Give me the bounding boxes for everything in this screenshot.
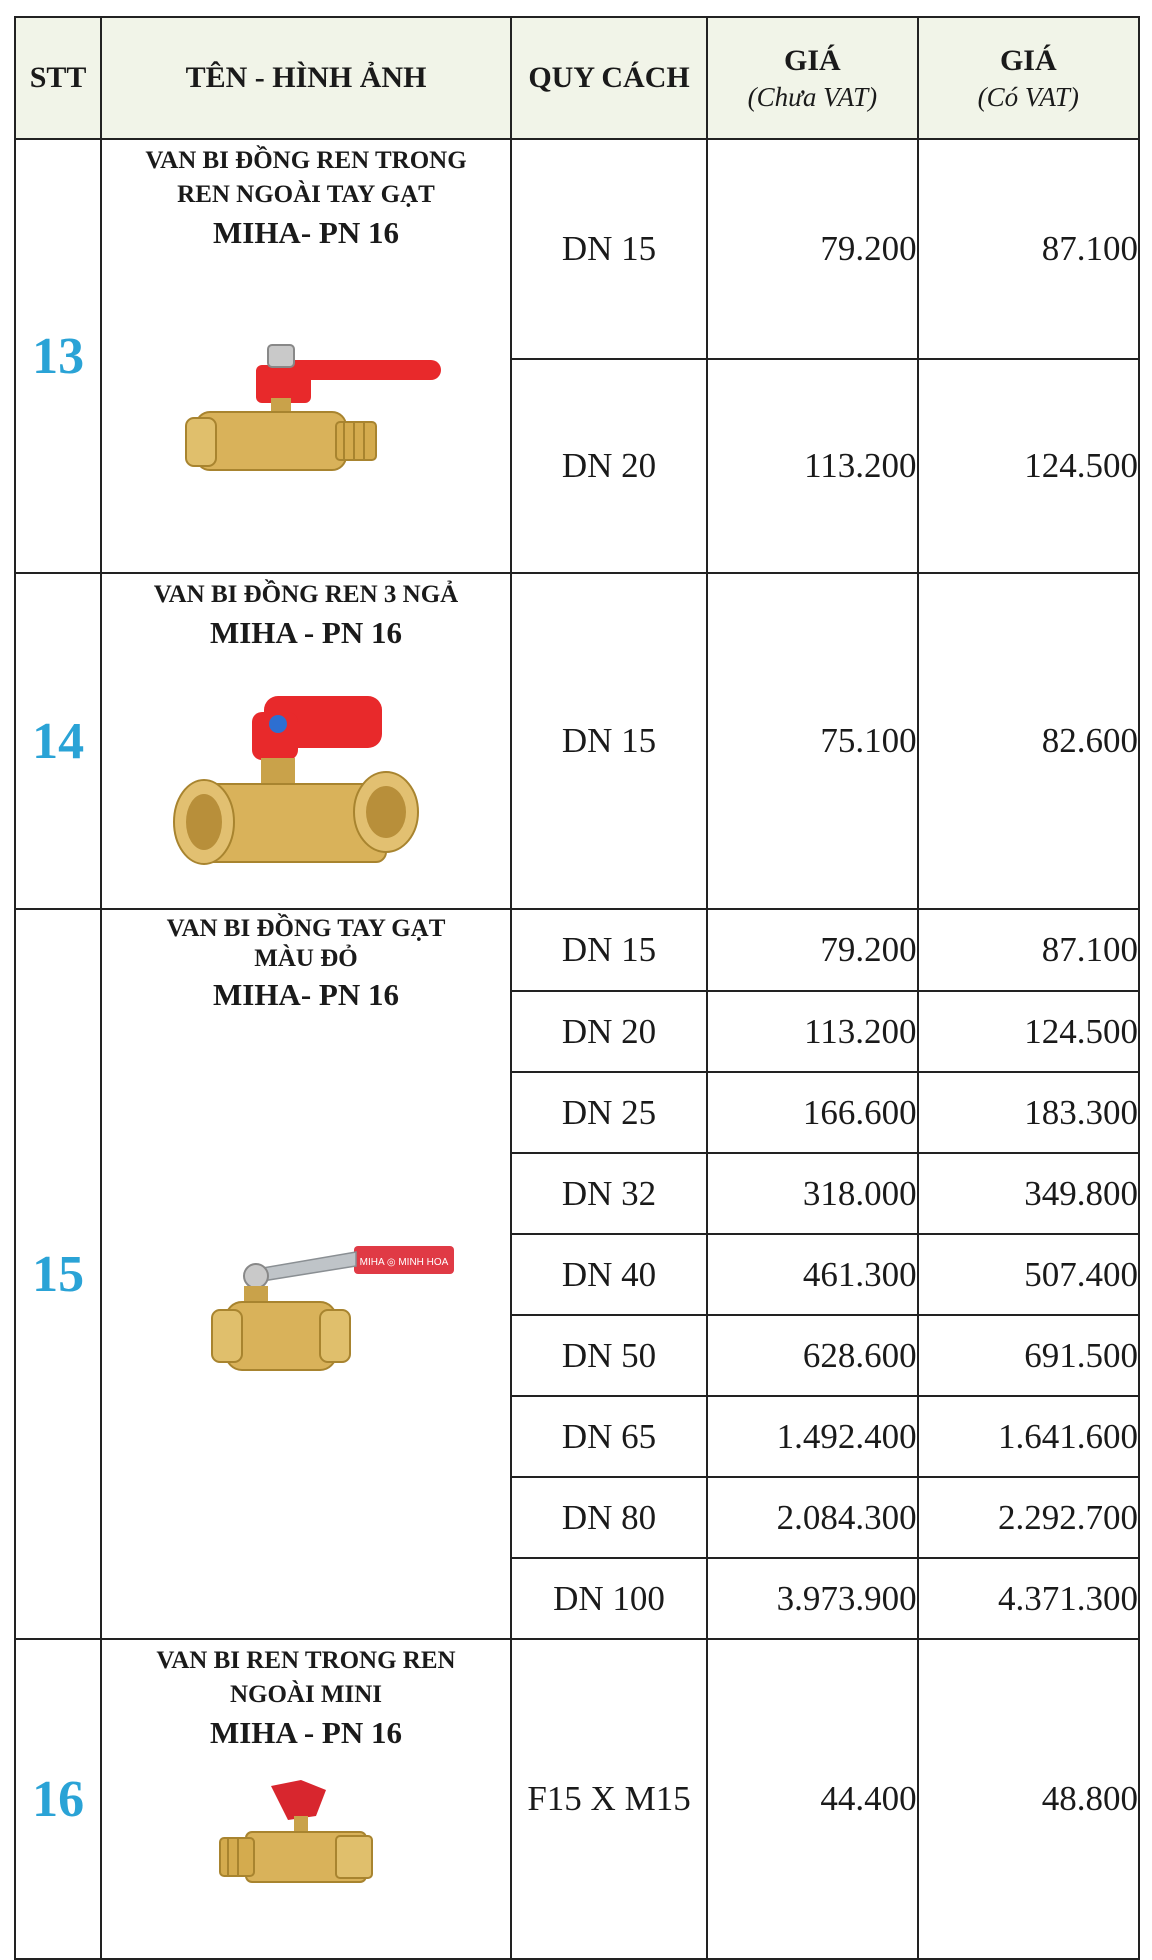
spec-cell: DN 25: [511, 1072, 707, 1153]
price-inc-vat: 691.500: [918, 1315, 1139, 1396]
table-row: [15, 573, 1139, 909]
spec-cell: DN 65: [511, 1396, 707, 1477]
product-name-cell: [101, 573, 511, 909]
spec-cell: F15 X M15: [511, 1639, 707, 1959]
spec-cell: DN 15: [511, 573, 707, 909]
product-brand: MIHA- PN 16: [213, 977, 399, 1012]
price-ex-vat: 166.600: [707, 1072, 917, 1153]
header-price-inc-vat: [918, 17, 1139, 139]
spec-cell: DN 15: [511, 909, 707, 991]
price-inc-vat: 124.500: [918, 359, 1139, 573]
price-ex-vat: 461.300: [707, 1234, 917, 1315]
product-name-cell: [101, 139, 511, 573]
price-inc-vat: 87.100: [918, 909, 1139, 991]
price-inc-vat: 87.100: [918, 139, 1139, 359]
red-lever-valve-image: [102, 1230, 510, 1380]
product-name: VAN BI ĐỒNG TAY GẠT MÀU ĐỎ: [166, 915, 446, 972]
product-name-cell: [101, 909, 511, 1639]
ball-valve-lever-image: [102, 330, 510, 480]
product-name: VAN BI ĐỒNG REN 3 NGẢ: [153, 581, 459, 608]
price-ex-vat: 113.200: [707, 359, 917, 573]
spec-cell: DN 20: [511, 359, 707, 573]
header-name: TÊN - HÌNH ẢNH: [101, 17, 511, 139]
price-inc-vat: 124.500: [918, 991, 1139, 1072]
header-price-ex-vat: [707, 17, 917, 139]
spec-cell: DN 100: [511, 1558, 707, 1639]
spec-cell: DN 40: [511, 1234, 707, 1315]
product-brand: MIHA - PN 16: [209, 615, 402, 650]
header-price-ex-vat-sub: (Chưa VAT): [747, 81, 878, 112]
product-brand: MIHA - PN 16: [209, 1715, 402, 1750]
header-spec: QUY CÁCH: [511, 17, 707, 139]
price-ex-vat: 1.492.400: [707, 1396, 917, 1477]
mini-valve-image: [102, 1776, 510, 1896]
spec-cell: DN 32: [511, 1153, 707, 1234]
header-price-ex-vat-title: GIÁ: [784, 43, 841, 77]
price-inc-vat: 2.292.700: [918, 1477, 1139, 1558]
price-inc-vat: 4.371.300: [918, 1558, 1139, 1639]
stt-number: 13: [15, 139, 101, 573]
price-inc-vat: 48.800: [918, 1639, 1139, 1959]
price-inc-vat: 507.400: [918, 1234, 1139, 1315]
price-ex-vat: 318.000: [707, 1153, 917, 1234]
spec-cell: DN 20: [511, 991, 707, 1072]
handle-brand-text: MIHA ◎ MINH HOA: [359, 1257, 449, 1268]
price-ex-vat: 628.600: [707, 1315, 917, 1396]
price-ex-vat: 75.100: [707, 573, 917, 909]
price-inc-vat: 1.641.600: [918, 1396, 1139, 1477]
price-inc-vat: 349.800: [918, 1153, 1139, 1234]
price-ex-vat: 3.973.900: [707, 1558, 917, 1639]
spec-cell: DN 15: [511, 139, 707, 359]
table-row: [15, 139, 1139, 359]
price-inc-vat: 183.300: [918, 1072, 1139, 1153]
stt-number: 15: [15, 909, 101, 1639]
price-ex-vat: 79.200: [707, 909, 917, 991]
product-name: VAN BI ĐỒNG REN TRONG REN NGOÀI TAY GẠT: [145, 147, 467, 208]
table-row: [15, 1639, 1139, 1959]
product-name-cell: [101, 1639, 511, 1959]
header-row: [15, 17, 1139, 139]
header-price-inc-vat-sub: (Có VAT): [977, 81, 1079, 112]
spec-cell: DN 50: [511, 1315, 707, 1396]
product-brand: MIHA- PN 16: [213, 215, 399, 250]
price-table: [14, 16, 1140, 1960]
three-way-valve-image: [102, 692, 510, 882]
price-ex-vat: 79.200: [707, 139, 917, 359]
table-row: [15, 909, 1139, 991]
price-ex-vat: 44.400: [707, 1639, 917, 1959]
header-price-inc-vat-title: GIÁ: [999, 43, 1057, 77]
stt-number: 14: [15, 573, 101, 909]
header-stt: STT: [15, 17, 101, 139]
product-name: VAN BI REN TRONG REN NGOÀI MINI: [156, 1647, 456, 1708]
stt-number: 16: [15, 1639, 101, 1959]
price-inc-vat: 82.600: [918, 573, 1139, 909]
price-ex-vat: 113.200: [707, 991, 917, 1072]
spec-cell: DN 80: [511, 1477, 707, 1558]
top-banner-cut: [0, 0, 1152, 16]
price-ex-vat: 2.084.300: [707, 1477, 917, 1558]
